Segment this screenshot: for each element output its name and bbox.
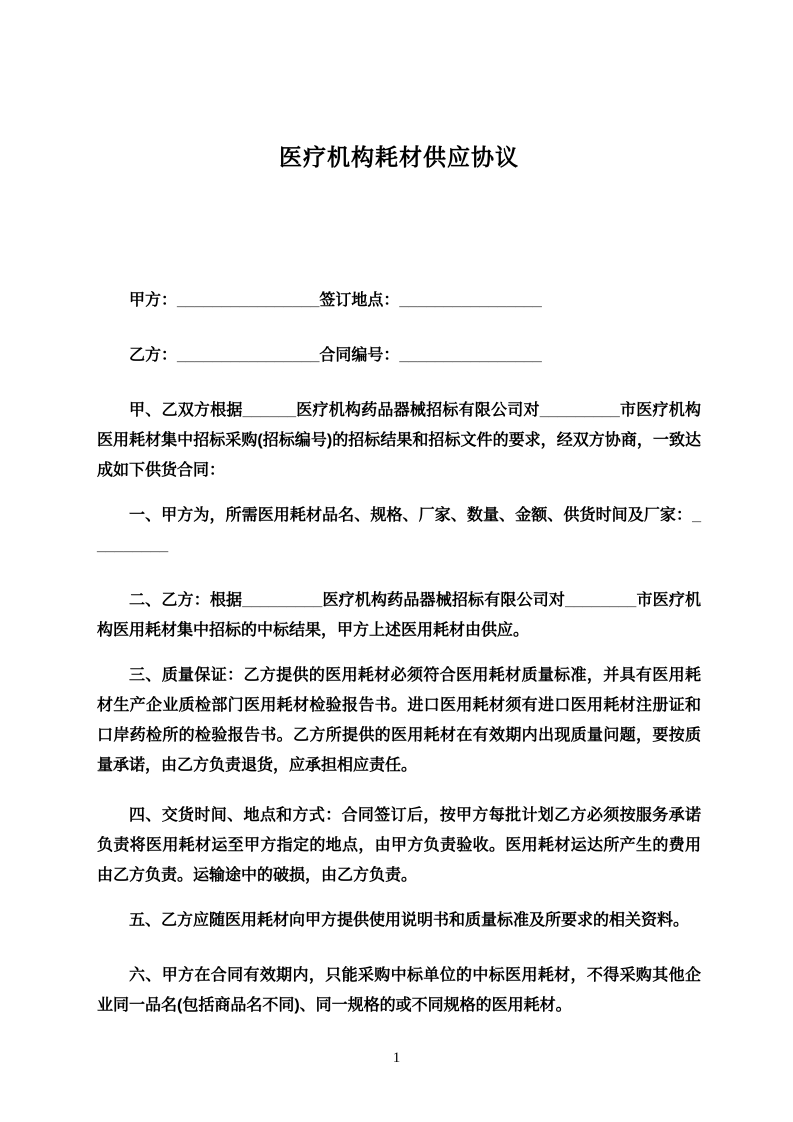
paragraph-clause-3: 三、质量保证：乙方提供的医用耗材必须符合医用耗材质量标准，并具有医用耗材生产企业质检部门医用耗材检验报告书。进口医用耗材须有进口医用耗材注册证和口岸药检所的检验报告书。乙方所提供的医用耗材在有效期内出现质量问题，要按质量承诺，由乙方负责退货，应承担相应责任。 [97, 667, 701, 774]
contract-no-blank: ________________ [399, 347, 542, 364]
party-b-label: 乙方： [129, 347, 178, 364]
party-a-blank: ________________ [177, 292, 320, 309]
party-a-row [97, 286, 701, 316]
sign-place-blank: ________________ [399, 292, 542, 309]
contract-no-label: 合同编号： [319, 347, 400, 364]
paragraph-clause-4: 四、交货时间、地点和方式：合同签订后，按甲方每批计划乙方必须按服务承诺负责将医用耗材运至甲方指定的地点，由甲方负责验收。医用耗材运达所产生的费用由乙方负责。运输途中的破损，由乙方负责。 [97, 807, 701, 884]
party-b-blank: ________________ [177, 347, 320, 364]
party-a-label: 甲方： [129, 292, 178, 309]
paragraph-intro: 甲、乙双方根据______医疗机构药品器械招标有限公司对_________市医疗机构医用耗材集中招标采购(招标编号)的招标结果和招标文件的要求，经双方协商，一致达成如下供货合同： [97, 402, 701, 479]
document-title: 医疗机构耗材供应协议 [279, 144, 519, 170]
document-content [97, 0, 701, 1021]
page-number: 1 [392, 1050, 401, 1066]
sign-place-label: 签订地点： [319, 292, 400, 309]
paragraph-clause-1: 一、甲方为，所需医用耗材品名、规格、厂家、数量、金额、供货时间及厂家：_________ [97, 507, 701, 554]
paragraph-clause-6: 六、甲方在合同有效期内，只能采购中标单位的中标医用耗材，不得采购其他企业同一品名(包括商品名不同)、同一规格的或不同规格的医用耗材。 [97, 967, 701, 1014]
party-b-row [97, 341, 701, 371]
paragraph-clause-2: 二、乙方：根据_________医疗机构药品器械招标有限公司对________市医疗机构医用耗材集中招标的中标结果，甲方上述医用耗材由供应。 [97, 592, 701, 639]
paragraph-clause-5: 五、乙方应随医用耗材向甲方提供使用说明书和质量标准及所要求的相关资料。 [129, 912, 690, 929]
header-fields [97, 286, 701, 371]
